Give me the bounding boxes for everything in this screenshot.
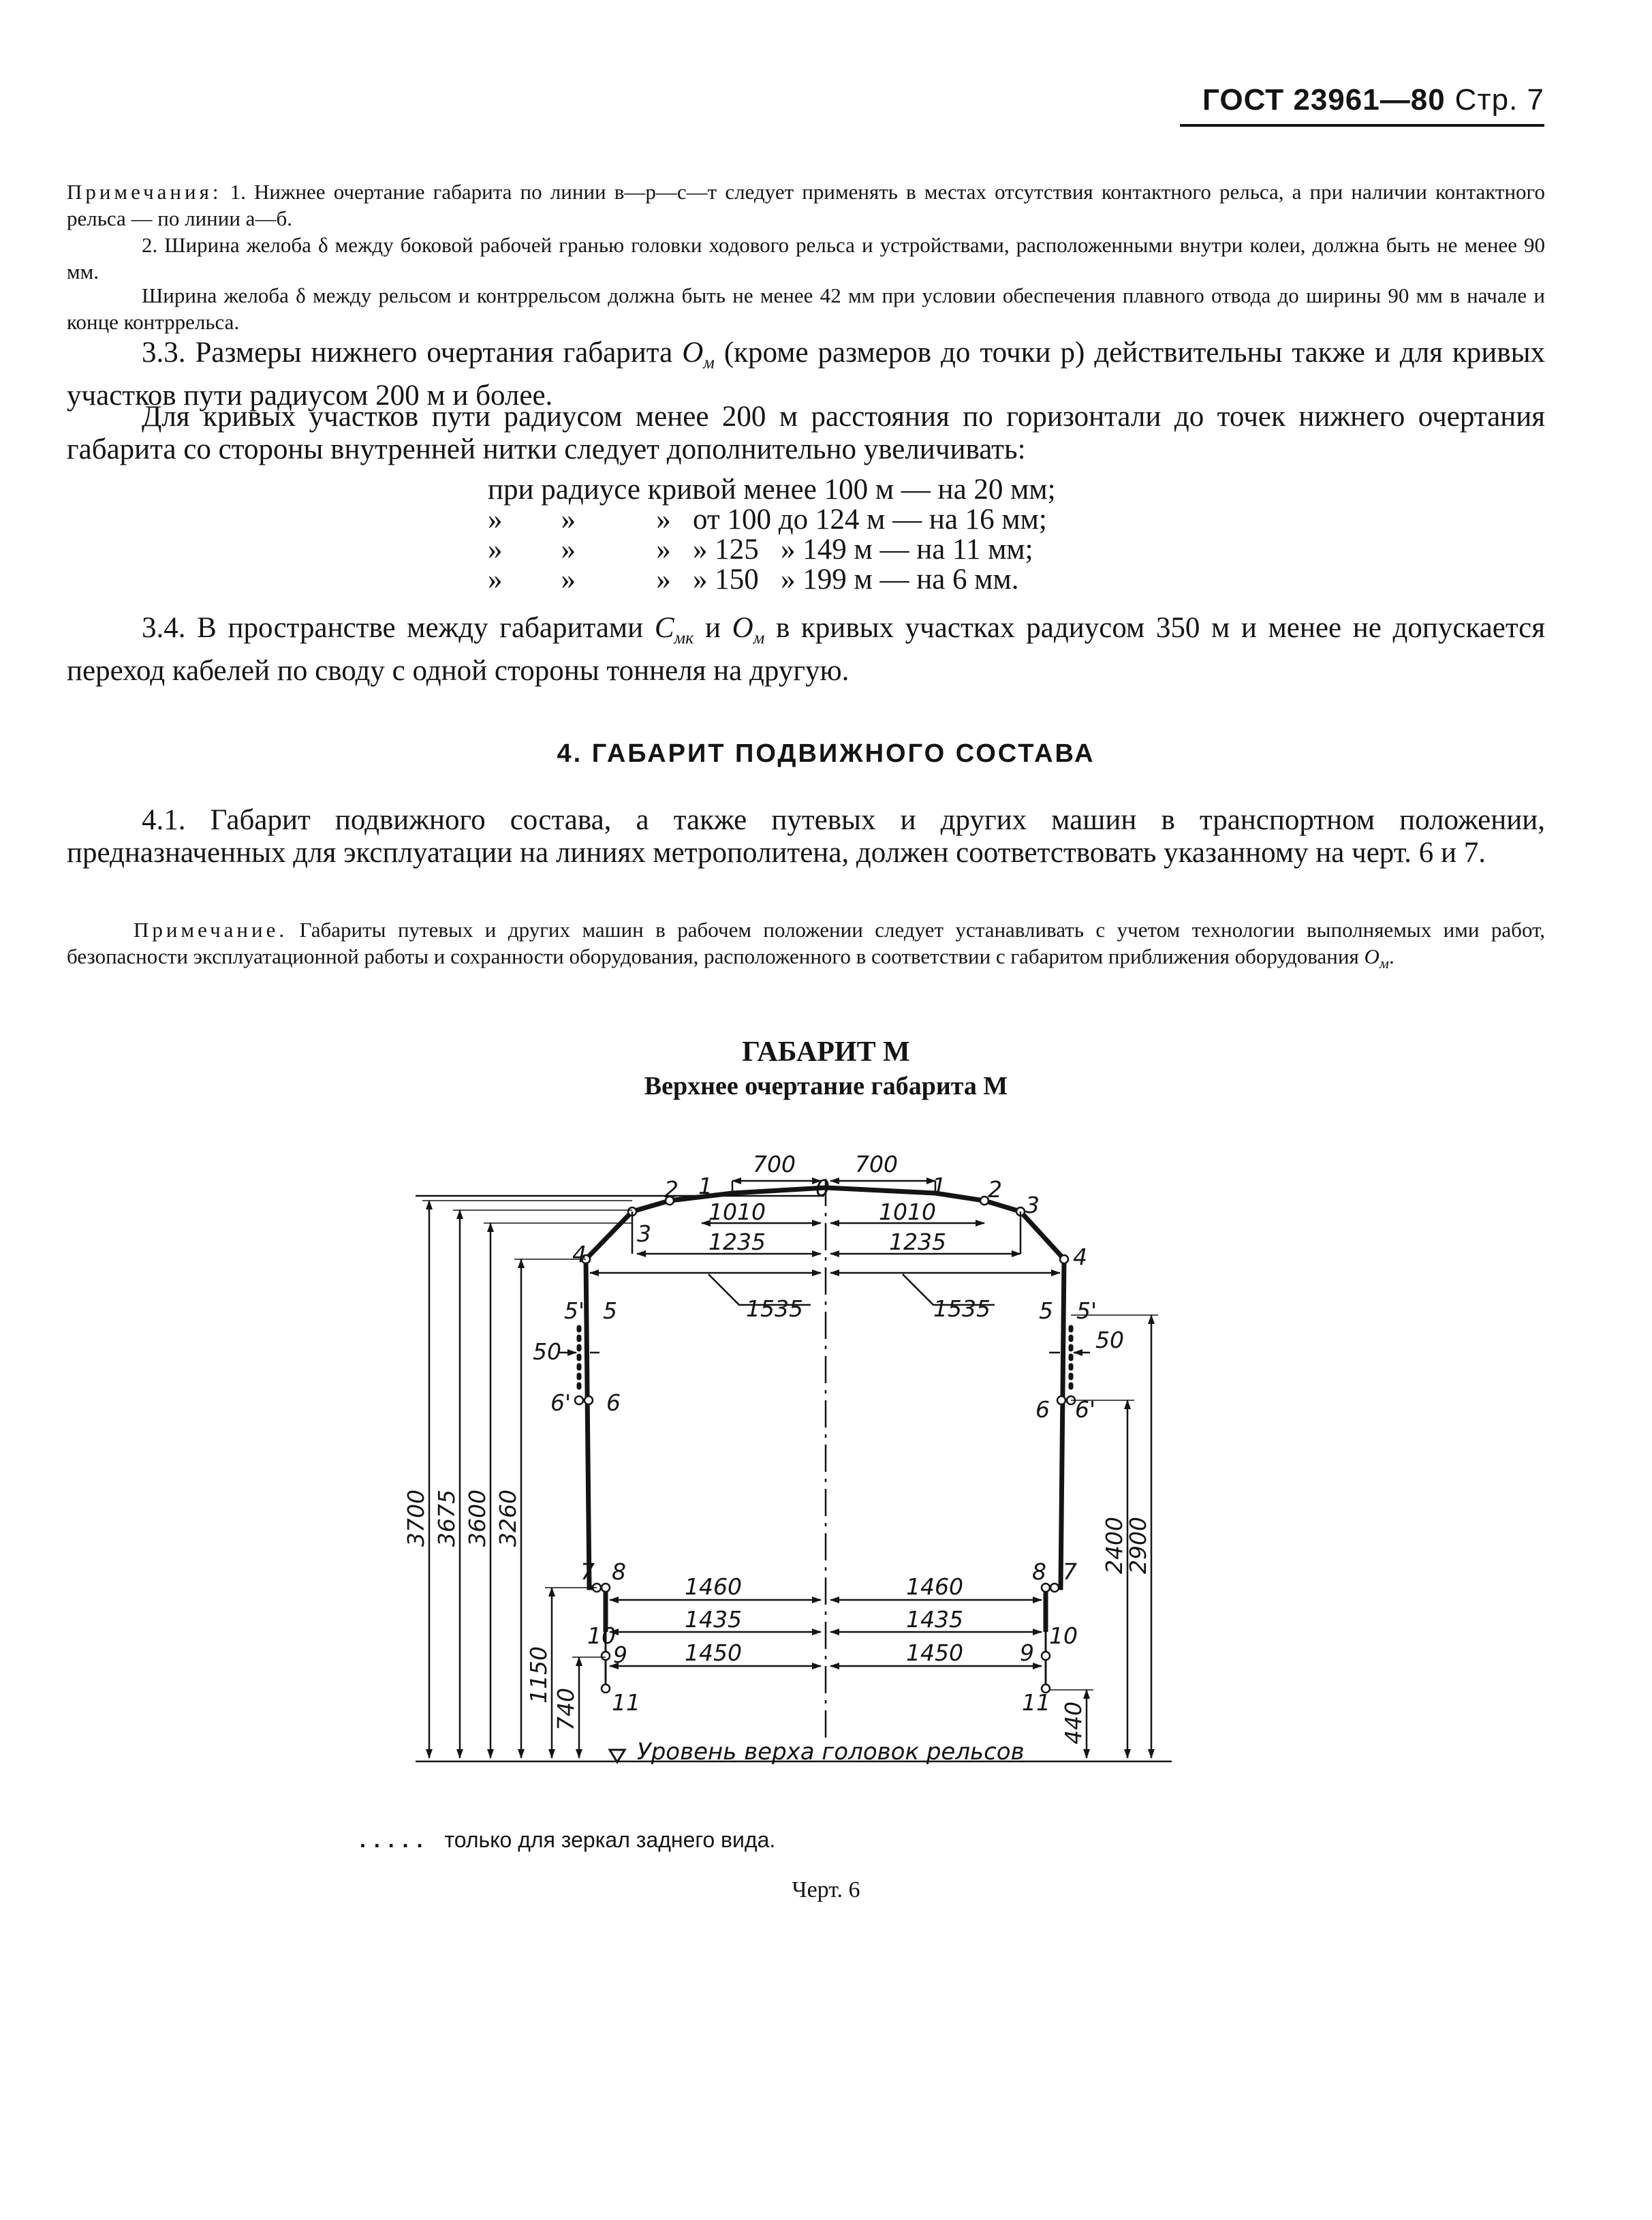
point-label: 4: [572, 1241, 587, 1267]
dim-text: 1010: [708, 1199, 766, 1225]
dim-text: 50: [533, 1338, 561, 1365]
dim-text: 1010: [879, 1199, 936, 1225]
dim-text: 1450: [685, 1639, 742, 1666]
paragraph-3-3b: Для кривых участков пути радиусом менее 200 м расстояния по горизонтали до точек нижнего очертания габарита со стороны внутренней нитки следует дополнительно увеличивать:: [67, 401, 1545, 465]
dim-text: 1460: [685, 1573, 742, 1600]
list-item: » » » » 125 » 149 м — на 11 мм;: [488, 534, 1033, 566]
point-label: 8: [612, 1558, 626, 1585]
dim-text: 700: [753, 1151, 796, 1177]
dim-text: 3260: [495, 1490, 521, 1547]
point-label: 11: [1022, 1689, 1050, 1716]
dim-text: 1450: [906, 1639, 963, 1666]
paragraph-4-1: 4.1. Габарит подвижного состава, а также путевых и других машин в транспортном положении, предназначенных для эксплуатации на линиях метрополитена, должен соответствовать указанному на черт. 6 и 7.: [67, 804, 1545, 869]
dim-text: 1235: [889, 1229, 946, 1255]
dim-text: 50: [1095, 1327, 1124, 1353]
paragraph-3-3-text-b: (кроме размеров до точки р) действительны также и для кривых участков пути радиусом 200 м и более.: [67, 337, 1546, 412]
rail-level-marker: [610, 1750, 625, 1762]
point-marker: [575, 1396, 583, 1404]
page-number: Стр. 7: [1454, 83, 1544, 117]
note-3: Ширина желоба δ между рельсом и контррельсом должна быть не менее 42 мм при условии обеспечения плавного отвода до ширины 90 мм в начале и конце контррельса.: [67, 283, 1545, 334]
note-4-1-text: Габариты путевых и других машин в рабочем положении следует устанавливать с учетом технологии выполняемых ими работ, безопасности эксплуатационной работы и сохранности оборудования, расположенного в соответствии с габаритом приближения оборудования: [67, 918, 1546, 968]
dim-text: 1435: [685, 1606, 742, 1633]
point-label: 6: [1035, 1396, 1050, 1423]
point-marker: [602, 1584, 610, 1592]
list-item: при радиусе кривой менее 100 м — на 20 мм;: [488, 474, 1056, 506]
point-label: 8: [1032, 1558, 1046, 1585]
list-item: » » » от 100 до 124 м — на 16 мм;: [488, 504, 1047, 536]
point-label: 3: [1025, 1192, 1040, 1218]
point-label: 6: [606, 1389, 621, 1416]
point-label: 10: [587, 1622, 616, 1649]
paragraph-3-4-text-b: в кривых участках радиусом 350 м и менее не допускается переход кабелей по своду с одной стороны тоннеля на другую.: [67, 612, 1546, 687]
symbol-om: $O_м$: [682, 337, 715, 373]
drawing-subtitle: Верхнее очертание габарита М: [644, 1072, 1008, 1100]
point-label: 5: [1039, 1297, 1053, 1324]
point-label: 5': [564, 1297, 585, 1324]
legend-text: только для зеркал заднего вида.: [444, 1828, 776, 1852]
point-label: 1: [932, 1173, 946, 1199]
rail-level-label: Уровень верха головок рельсов: [637, 1738, 1025, 1766]
dim-text: 3700: [403, 1490, 429, 1547]
note-4-1-intro: Примечание.: [134, 918, 288, 942]
point-label: 6': [1075, 1396, 1096, 1423]
drawing-caption: Черт. 6: [792, 1877, 860, 1902]
dim-text: 1535: [746, 1295, 803, 1322]
point-label: 10: [1049, 1622, 1078, 1649]
section-heading: 4. ГАБАРИТ ПОДВИЖНОГО СОСТАВА: [557, 739, 1095, 768]
drawing-title: ГАБАРИТ М: [742, 1036, 910, 1068]
note-4-1-end: .: [1388, 944, 1394, 968]
dim-text: 2900: [1125, 1517, 1151, 1574]
dim-text: 3600: [464, 1490, 490, 1547]
point-marker: [1060, 1255, 1068, 1263]
point-marker: [1057, 1396, 1065, 1404]
dim-text: 740: [552, 1688, 579, 1731]
dim-text: 440: [1060, 1701, 1087, 1744]
symbol-cmk: $C_{мк}$: [654, 612, 694, 648]
dim-text: 2400: [1101, 1517, 1127, 1574]
point-label: 11: [612, 1689, 640, 1716]
symbol-om: $O_м$: [732, 612, 765, 648]
note-2: 2. Ширина желоба δ между боковой рабочей гранью головки ходового рельса и устройствами, расположенными внутри колеи, должна быть не менее 90 мм.: [67, 233, 1545, 283]
point-marker: [585, 1396, 593, 1404]
point-label: 7: [1063, 1558, 1077, 1585]
dim-text: 1235: [708, 1229, 766, 1255]
document-number: ГОСТ 23961—80: [1202, 83, 1446, 117]
point-label: 5: [603, 1297, 617, 1324]
point-label: 9: [1020, 1639, 1034, 1666]
point-label: 4: [1073, 1244, 1087, 1270]
paragraph-3-4-and: и: [704, 612, 721, 644]
list-item: » » » » 150 » 199 м — на 6 мм.: [488, 564, 1019, 596]
dim-text: 3675: [433, 1490, 460, 1547]
point-label: 0: [815, 1175, 830, 1201]
dim-text: 1460: [906, 1573, 963, 1600]
paragraph-3-4-text-a: 3.4. В пространстве между габаритами: [142, 612, 644, 644]
notes-intro: Примечания:: [67, 180, 222, 204]
point-marker: [602, 1652, 610, 1660]
point-label: 7: [580, 1558, 595, 1585]
legend: [360, 1828, 775, 1853]
paragraph-3-3-text-a: 3.3. Размеры нижнего очертания габарита: [142, 337, 673, 369]
dim-text: 1435: [906, 1606, 963, 1633]
point-marker: [1042, 1652, 1050, 1660]
point-label: 3: [637, 1220, 651, 1247]
legend-dots: .....: [360, 1828, 431, 1852]
point-label: 2: [664, 1176, 679, 1203]
dim-text: 1150: [525, 1646, 552, 1703]
note-1: 1. Нижнее очертание габарита по линии в—р—с—т следует применять в местах отсутствия контактного рельса, а при наличии контактного рельса — по линии а—б.: [67, 180, 1545, 230]
dim-text: 1535: [933, 1295, 991, 1322]
point-label: 2: [988, 1176, 1002, 1203]
point-label: 5': [1076, 1297, 1097, 1324]
point-label: 9: [613, 1641, 627, 1668]
point-label: 1: [698, 1173, 713, 1199]
point-label: 6': [550, 1389, 572, 1416]
point-marker: [602, 1684, 610, 1693]
dim-text: 700: [855, 1151, 898, 1177]
point-marker: [1050, 1584, 1059, 1592]
symbol-om: $O_м$: [1364, 944, 1389, 972]
